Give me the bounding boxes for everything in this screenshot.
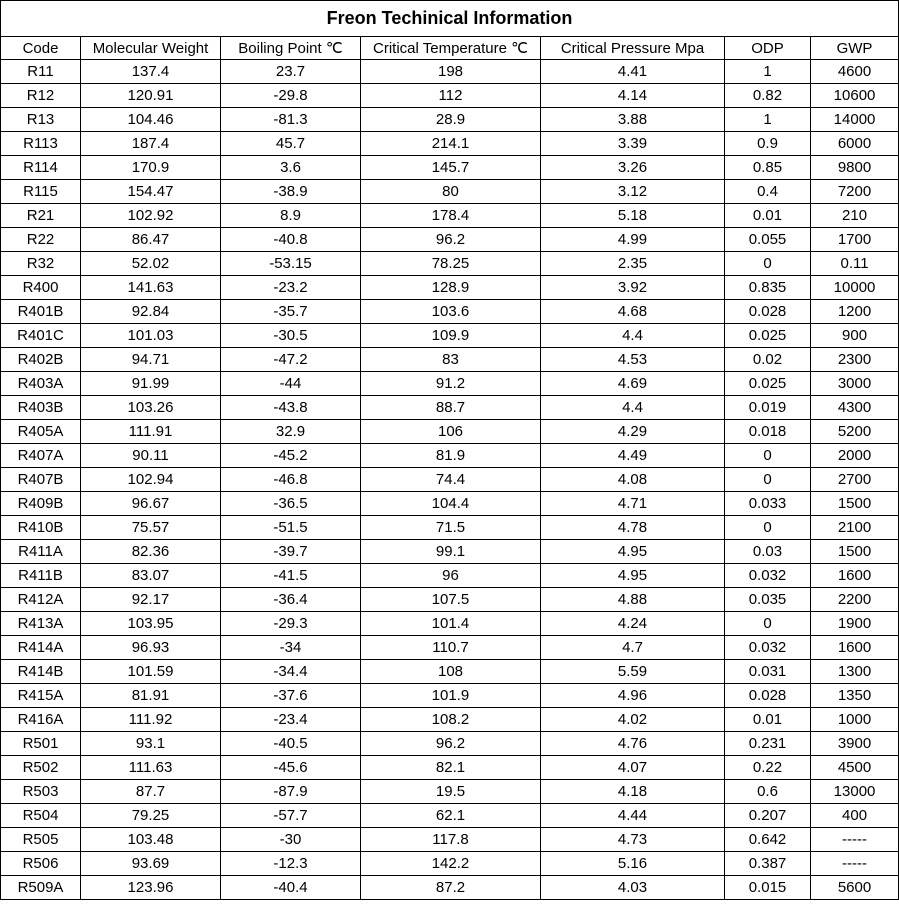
cell-odp: 0.035 (725, 588, 811, 612)
cell-critical-temperature: 145.7 (361, 156, 541, 180)
cell-critical-temperature: 96.2 (361, 732, 541, 756)
table-row (1, 372, 899, 396)
cell-odp: 0.207 (725, 804, 811, 828)
cell-critical-temperature: 83 (361, 348, 541, 372)
table-row (1, 252, 899, 276)
cell-gwp: 3900 (811, 732, 899, 756)
cell-boiling-point: -47.2 (221, 348, 361, 372)
table-row (1, 396, 899, 420)
table-body (1, 60, 899, 900)
cell-boiling-point: -45.2 (221, 444, 361, 468)
cell-molecular-weight: 101.03 (81, 324, 221, 348)
cell-boiling-point: -34 (221, 636, 361, 660)
cell-molecular-weight: 111.91 (81, 420, 221, 444)
cell-odp: 0.028 (725, 300, 811, 324)
cell-molecular-weight: 111.63 (81, 756, 221, 780)
cell-critical-pressure: 4.78 (541, 516, 725, 540)
table-row (1, 204, 899, 228)
cell-gwp: 4600 (811, 60, 899, 84)
cell-boiling-point: -38.9 (221, 180, 361, 204)
cell-critical-pressure: 3.88 (541, 108, 725, 132)
cell-molecular-weight: 103.95 (81, 612, 221, 636)
cell-boiling-point: -36.4 (221, 588, 361, 612)
cell-boiling-point: -29.8 (221, 84, 361, 108)
cell-code: R12 (1, 84, 81, 108)
cell-code: R32 (1, 252, 81, 276)
cell-molecular-weight: 141.63 (81, 276, 221, 300)
cell-gwp: 0.11 (811, 252, 899, 276)
table-row (1, 756, 899, 780)
cell-critical-temperature: 112 (361, 84, 541, 108)
cell-gwp: 900 (811, 324, 899, 348)
cell-gwp: 1000 (811, 708, 899, 732)
cell-boiling-point: -30 (221, 828, 361, 852)
cell-boiling-point: -51.5 (221, 516, 361, 540)
cell-odp: 0 (725, 612, 811, 636)
cell-boiling-point: -53.15 (221, 252, 361, 276)
cell-code: R506 (1, 852, 81, 876)
cell-gwp: ----- (811, 852, 899, 876)
cell-molecular-weight: 81.91 (81, 684, 221, 708)
cell-critical-pressure: 4.49 (541, 444, 725, 468)
cell-critical-temperature: 99.1 (361, 540, 541, 564)
cell-code: R409B (1, 492, 81, 516)
cell-critical-pressure: 4.73 (541, 828, 725, 852)
cell-critical-temperature: 106 (361, 420, 541, 444)
table-row (1, 468, 899, 492)
cell-boiling-point: -35.7 (221, 300, 361, 324)
cell-boiling-point: -81.3 (221, 108, 361, 132)
cell-gwp: 9800 (811, 156, 899, 180)
cell-critical-pressure: 4.88 (541, 588, 725, 612)
cell-gwp: 2000 (811, 444, 899, 468)
cell-critical-temperature: 108.2 (361, 708, 541, 732)
cell-critical-pressure: 4.29 (541, 420, 725, 444)
column-header-code: Code (1, 37, 81, 60)
cell-code: R407A (1, 444, 81, 468)
cell-odp: 0.4 (725, 180, 811, 204)
cell-gwp: 1350 (811, 684, 899, 708)
cell-boiling-point: -57.7 (221, 804, 361, 828)
cell-boiling-point: -39.7 (221, 540, 361, 564)
cell-code: R113 (1, 132, 81, 156)
cell-molecular-weight: 103.48 (81, 828, 221, 852)
cell-gwp: 13000 (811, 780, 899, 804)
cell-code: R407B (1, 468, 81, 492)
cell-molecular-weight: 92.84 (81, 300, 221, 324)
cell-gwp: 2100 (811, 516, 899, 540)
table-row (1, 132, 899, 156)
cell-molecular-weight: 83.07 (81, 564, 221, 588)
cell-critical-pressure: 2.35 (541, 252, 725, 276)
column-header-critical-temperature: Critical Temperature ℃ (361, 37, 541, 60)
cell-boiling-point: -23.2 (221, 276, 361, 300)
table-row (1, 804, 899, 828)
cell-critical-temperature: 107.5 (361, 588, 541, 612)
cell-critical-pressure: 4.7 (541, 636, 725, 660)
cell-gwp: 10000 (811, 276, 899, 300)
cell-boiling-point: -23.4 (221, 708, 361, 732)
cell-critical-pressure: 4.41 (541, 60, 725, 84)
cell-odp: 0 (725, 468, 811, 492)
cell-critical-temperature: 198 (361, 60, 541, 84)
cell-odp: 1 (725, 60, 811, 84)
cell-boiling-point: -29.3 (221, 612, 361, 636)
cell-boiling-point: -87.9 (221, 780, 361, 804)
cell-boiling-point: -45.6 (221, 756, 361, 780)
cell-critical-temperature: 214.1 (361, 132, 541, 156)
table-row (1, 828, 899, 852)
cell-boiling-point: 32.9 (221, 420, 361, 444)
cell-critical-temperature: 71.5 (361, 516, 541, 540)
cell-critical-temperature: 96 (361, 564, 541, 588)
cell-code: R11 (1, 60, 81, 84)
cell-molecular-weight: 103.26 (81, 396, 221, 420)
cell-boiling-point: 45.7 (221, 132, 361, 156)
cell-gwp: 2300 (811, 348, 899, 372)
table-row (1, 636, 899, 660)
cell-critical-temperature: 101.4 (361, 612, 541, 636)
cell-boiling-point: -43.8 (221, 396, 361, 420)
table-row (1, 228, 899, 252)
table-row (1, 564, 899, 588)
cell-code: R411B (1, 564, 81, 588)
cell-critical-pressure: 5.18 (541, 204, 725, 228)
cell-code: R22 (1, 228, 81, 252)
column-header-gwp: GWP (811, 37, 899, 60)
cell-gwp: 4300 (811, 396, 899, 420)
cell-critical-pressure: 3.39 (541, 132, 725, 156)
cell-code: R412A (1, 588, 81, 612)
cell-critical-temperature: 108 (361, 660, 541, 684)
header-row (1, 37, 899, 60)
cell-molecular-weight: 92.17 (81, 588, 221, 612)
cell-odp: 0.01 (725, 708, 811, 732)
cell-gwp: 5200 (811, 420, 899, 444)
cell-critical-pressure: 4.18 (541, 780, 725, 804)
cell-boiling-point: -40.8 (221, 228, 361, 252)
cell-boiling-point: -44 (221, 372, 361, 396)
cell-critical-pressure: 4.24 (541, 612, 725, 636)
cell-critical-temperature: 81.9 (361, 444, 541, 468)
table-row (1, 276, 899, 300)
cell-code: R411A (1, 540, 81, 564)
cell-critical-pressure: 4.99 (541, 228, 725, 252)
cell-odp: 0.231 (725, 732, 811, 756)
table-row (1, 516, 899, 540)
cell-molecular-weight: 93.1 (81, 732, 221, 756)
cell-molecular-weight: 96.67 (81, 492, 221, 516)
cell-molecular-weight: 90.11 (81, 444, 221, 468)
cell-odp: 0.031 (725, 660, 811, 684)
cell-boiling-point: -34.4 (221, 660, 361, 684)
cell-critical-temperature: 91.2 (361, 372, 541, 396)
cell-odp: 0.025 (725, 372, 811, 396)
cell-critical-pressure: 4.44 (541, 804, 725, 828)
cell-gwp: 4500 (811, 756, 899, 780)
table-row (1, 876, 899, 900)
table-row (1, 588, 899, 612)
cell-critical-pressure: 4.76 (541, 732, 725, 756)
cell-odp: 1 (725, 108, 811, 132)
cell-code: R403A (1, 372, 81, 396)
table-row (1, 540, 899, 564)
cell-code: R405A (1, 420, 81, 444)
cell-odp: 0.019 (725, 396, 811, 420)
cell-molecular-weight: 102.94 (81, 468, 221, 492)
cell-critical-pressure: 4.08 (541, 468, 725, 492)
table-row (1, 852, 899, 876)
cell-molecular-weight: 79.25 (81, 804, 221, 828)
table-title: Freon Techinical Information (1, 1, 899, 37)
cell-molecular-weight: 120.91 (81, 84, 221, 108)
cell-critical-pressure: 4.14 (541, 84, 725, 108)
cell-gwp: 1300 (811, 660, 899, 684)
cell-odp: 0.642 (725, 828, 811, 852)
table-row (1, 84, 899, 108)
cell-odp: 0.9 (725, 132, 811, 156)
table-row (1, 348, 899, 372)
cell-odp: 0 (725, 252, 811, 276)
title-row (1, 1, 899, 37)
cell-critical-temperature: 103.6 (361, 300, 541, 324)
cell-code: R505 (1, 828, 81, 852)
cell-gwp: 1600 (811, 636, 899, 660)
table-row (1, 492, 899, 516)
table-row (1, 660, 899, 684)
cell-code: R400 (1, 276, 81, 300)
cell-odp: 0.85 (725, 156, 811, 180)
cell-critical-pressure: 4.53 (541, 348, 725, 372)
cell-molecular-weight: 75.57 (81, 516, 221, 540)
table-row (1, 180, 899, 204)
cell-odp: 0 (725, 444, 811, 468)
cell-code: R13 (1, 108, 81, 132)
table-row (1, 780, 899, 804)
cell-critical-temperature: 101.9 (361, 684, 541, 708)
cell-critical-pressure: 3.92 (541, 276, 725, 300)
cell-molecular-weight: 91.99 (81, 372, 221, 396)
cell-critical-temperature: 80 (361, 180, 541, 204)
cell-critical-pressure: 4.4 (541, 324, 725, 348)
cell-odp: 0.6 (725, 780, 811, 804)
cell-critical-pressure: 4.96 (541, 684, 725, 708)
table-row (1, 300, 899, 324)
table-row (1, 156, 899, 180)
cell-molecular-weight: 101.59 (81, 660, 221, 684)
cell-molecular-weight: 170.9 (81, 156, 221, 180)
cell-critical-pressure: 4.02 (541, 708, 725, 732)
cell-critical-pressure: 4.4 (541, 396, 725, 420)
table-row (1, 612, 899, 636)
cell-boiling-point: -40.4 (221, 876, 361, 900)
cell-critical-pressure: 4.71 (541, 492, 725, 516)
cell-molecular-weight: 111.92 (81, 708, 221, 732)
cell-code: R504 (1, 804, 81, 828)
table-row (1, 324, 899, 348)
cell-odp: 0.82 (725, 84, 811, 108)
cell-critical-pressure: 5.16 (541, 852, 725, 876)
cell-boiling-point: 3.6 (221, 156, 361, 180)
cell-critical-pressure: 4.95 (541, 540, 725, 564)
cell-gwp: 6000 (811, 132, 899, 156)
cell-critical-temperature: 82.1 (361, 756, 541, 780)
cell-gwp: 210 (811, 204, 899, 228)
table-row (1, 732, 899, 756)
cell-gwp: 1500 (811, 492, 899, 516)
column-header-molecular-weight: Molecular Weight (81, 37, 221, 60)
cell-critical-temperature: 128.9 (361, 276, 541, 300)
cell-gwp: 1700 (811, 228, 899, 252)
cell-code: R501 (1, 732, 81, 756)
cell-critical-pressure: 4.69 (541, 372, 725, 396)
cell-critical-temperature: 104.4 (361, 492, 541, 516)
cell-gwp: 2700 (811, 468, 899, 492)
cell-gwp: 1500 (811, 540, 899, 564)
cell-boiling-point: -12.3 (221, 852, 361, 876)
cell-critical-temperature: 96.2 (361, 228, 541, 252)
cell-odp: 0.015 (725, 876, 811, 900)
cell-gwp: 1900 (811, 612, 899, 636)
cell-odp: 0.02 (725, 348, 811, 372)
cell-gwp: 400 (811, 804, 899, 828)
cell-boiling-point: -30.5 (221, 324, 361, 348)
cell-code: R413A (1, 612, 81, 636)
cell-boiling-point: 23.7 (221, 60, 361, 84)
cell-critical-temperature: 78.25 (361, 252, 541, 276)
cell-molecular-weight: 187.4 (81, 132, 221, 156)
cell-critical-temperature: 109.9 (361, 324, 541, 348)
table-row (1, 60, 899, 84)
cell-critical-pressure: 4.07 (541, 756, 725, 780)
cell-odp: 0.01 (725, 204, 811, 228)
cell-molecular-weight: 154.47 (81, 180, 221, 204)
cell-gwp: 10600 (811, 84, 899, 108)
cell-boiling-point: -37.6 (221, 684, 361, 708)
cell-boiling-point: -40.5 (221, 732, 361, 756)
cell-boiling-point: -41.5 (221, 564, 361, 588)
cell-code: R401C (1, 324, 81, 348)
table-row (1, 444, 899, 468)
cell-critical-temperature: 19.5 (361, 780, 541, 804)
cell-code: R414B (1, 660, 81, 684)
column-header-odp: ODP (725, 37, 811, 60)
cell-critical-pressure: 4.68 (541, 300, 725, 324)
table-row (1, 684, 899, 708)
cell-critical-temperature: 178.4 (361, 204, 541, 228)
cell-molecular-weight: 104.46 (81, 108, 221, 132)
cell-code: R414A (1, 636, 81, 660)
cell-boiling-point: -46.8 (221, 468, 361, 492)
cell-code: R415A (1, 684, 81, 708)
cell-boiling-point: 8.9 (221, 204, 361, 228)
column-header-boiling-point: Boiling Point ℃ (221, 37, 361, 60)
cell-odp: 0.032 (725, 636, 811, 660)
cell-odp: 0.387 (725, 852, 811, 876)
cell-gwp: 14000 (811, 108, 899, 132)
cell-code: R402B (1, 348, 81, 372)
cell-critical-temperature: 74.4 (361, 468, 541, 492)
cell-critical-temperature: 110.7 (361, 636, 541, 660)
cell-code: R403B (1, 396, 81, 420)
cell-code: R416A (1, 708, 81, 732)
cell-critical-temperature: 88.7 (361, 396, 541, 420)
cell-code: R114 (1, 156, 81, 180)
cell-molecular-weight: 94.71 (81, 348, 221, 372)
cell-critical-temperature: 62.1 (361, 804, 541, 828)
cell-gwp: ----- (811, 828, 899, 852)
cell-molecular-weight: 87.7 (81, 780, 221, 804)
cell-critical-temperature: 142.2 (361, 852, 541, 876)
cell-molecular-weight: 82.36 (81, 540, 221, 564)
cell-gwp: 7200 (811, 180, 899, 204)
cell-critical-temperature: 28.9 (361, 108, 541, 132)
table-row (1, 108, 899, 132)
cell-odp: 0.032 (725, 564, 811, 588)
cell-odp: 0.835 (725, 276, 811, 300)
cell-boiling-point: -36.5 (221, 492, 361, 516)
cell-molecular-weight: 123.96 (81, 876, 221, 900)
cell-critical-pressure: 4.03 (541, 876, 725, 900)
column-header-critical-pressure: Critical Pressure Mpa (541, 37, 725, 60)
cell-critical-temperature: 117.8 (361, 828, 541, 852)
cell-code: R115 (1, 180, 81, 204)
cell-code: R509A (1, 876, 81, 900)
table-row (1, 420, 899, 444)
cell-code: R21 (1, 204, 81, 228)
cell-critical-pressure: 4.95 (541, 564, 725, 588)
cell-molecular-weight: 96.93 (81, 636, 221, 660)
cell-odp: 0.025 (725, 324, 811, 348)
cell-critical-temperature: 87.2 (361, 876, 541, 900)
cell-critical-pressure: 3.26 (541, 156, 725, 180)
cell-molecular-weight: 86.47 (81, 228, 221, 252)
cell-code: R503 (1, 780, 81, 804)
cell-odp: 0.055 (725, 228, 811, 252)
cell-odp: 0.22 (725, 756, 811, 780)
cell-molecular-weight: 102.92 (81, 204, 221, 228)
cell-molecular-weight: 52.02 (81, 252, 221, 276)
cell-code: R401B (1, 300, 81, 324)
cell-critical-pressure: 3.12 (541, 180, 725, 204)
cell-molecular-weight: 93.69 (81, 852, 221, 876)
cell-gwp: 1600 (811, 564, 899, 588)
cell-odp: 0 (725, 516, 811, 540)
cell-code: R410B (1, 516, 81, 540)
cell-gwp: 5600 (811, 876, 899, 900)
cell-gwp: 1200 (811, 300, 899, 324)
cell-odp: 0.033 (725, 492, 811, 516)
cell-code: R502 (1, 756, 81, 780)
cell-gwp: 3000 (811, 372, 899, 396)
cell-gwp: 2200 (811, 588, 899, 612)
cell-odp: 0.03 (725, 540, 811, 564)
cell-critical-pressure: 5.59 (541, 660, 725, 684)
cell-odp: 0.028 (725, 684, 811, 708)
cell-molecular-weight: 137.4 (81, 60, 221, 84)
cell-odp: 0.018 (725, 420, 811, 444)
table-row (1, 708, 899, 732)
